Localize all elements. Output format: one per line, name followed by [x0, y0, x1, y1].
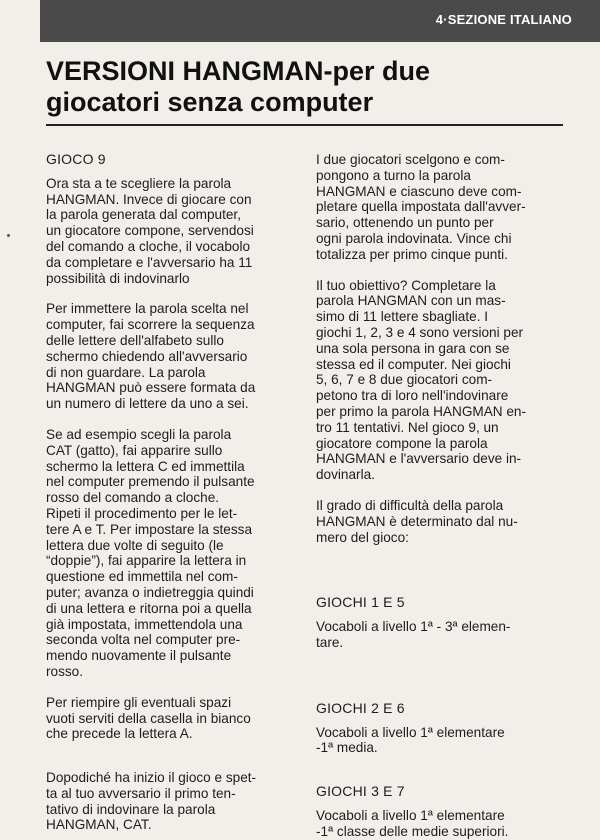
- text-line: del comando a cloche, il vocabolo: [46, 238, 251, 254]
- text-line: HANGMAN è determinato dal nu-: [316, 513, 518, 529]
- text-line: un numero di lettere da uno a sei.: [46, 396, 249, 412]
- title-line-2: giocatori senza computer: [46, 87, 374, 117]
- text-line: simo di 11 lettere sbagliate. I: [316, 309, 489, 325]
- text-line: rosso.: [46, 663, 84, 679]
- text-line: Per immettere la parola scelta nel: [46, 301, 249, 317]
- text-line: già impostata, immettendola una: [46, 616, 243, 632]
- title-line-1: VERSIONI HANGMAN-per due: [46, 56, 431, 86]
- text-line: delle lettere dell'alfabeto sullo: [46, 332, 224, 348]
- text-line: Vocaboli a livello 1ª elementare: [316, 724, 505, 740]
- text-line: HANGMAN e l'avversario deve in-: [316, 451, 522, 467]
- text-line: parola HANGMAN con un mas-: [316, 293, 506, 309]
- text-line: ogni parola indovinata. Vince chi: [316, 230, 512, 246]
- page-title: [46, 56, 566, 118]
- text-line: totalizza per primo cinque punti.: [316, 246, 508, 262]
- text-line: pletare quella impostata dall'avver-: [316, 199, 526, 215]
- gioco-9-heading: GIOCO 9: [46, 151, 106, 167]
- text-line: di una lettera e ritorna poi a quella: [46, 600, 252, 616]
- text-line: HANGMAN. Invece di giocare con: [46, 191, 252, 207]
- text-line: di non guardare. La parola: [46, 364, 206, 380]
- text-line: schermo chiedendo all'avversario: [46, 348, 248, 364]
- paragraph-obiettivo: [316, 278, 556, 483]
- text-line: per primo la parola HANGMAN en-: [316, 403, 527, 419]
- text-line: sario, ottenendo un punto per: [316, 215, 494, 231]
- text-line: dovinarla.: [316, 467, 375, 483]
- paragraph-intro: [46, 176, 298, 287]
- text-line: rosso del comando a cloche.: [46, 490, 220, 506]
- text-line: -1ª classe delle medie superiori.: [316, 823, 509, 839]
- giochi-1-5-heading: GIOCHI 1 E 5: [316, 594, 405, 611]
- text-line: seconda volta nel computer pre-: [46, 632, 241, 648]
- giochi-1-5-text: [316, 619, 556, 651]
- text-line: Ora sta a te scegliere la parola: [46, 175, 232, 191]
- giochi-2-6-heading: GIOCHI 2 E 6: [316, 699, 405, 716]
- text-line: lettera due volte di seguito (le: [46, 537, 224, 553]
- paragraph-immettere: [46, 301, 298, 412]
- text-line: tere A e T. Per impostare la stessa: [46, 521, 253, 537]
- text-line: computer, fai scorrere la sequenza: [46, 317, 255, 333]
- text-line: Vocaboli a livello 1ª - 3ª elemen-: [316, 619, 511, 635]
- text-line: giochi 1, 2, 3 e 4 sono versioni per: [316, 324, 524, 340]
- paragraph-difficolta: [316, 498, 556, 545]
- text-line: possibilità di indovinarlo: [46, 270, 190, 286]
- giochi-3-7-text: [316, 808, 556, 840]
- text-line: una sola persona in gara con se: [316, 340, 510, 356]
- text-line: tare.: [316, 634, 344, 650]
- page-mark: [7, 234, 10, 237]
- text-line: da completare e l'avversario ha 11: [46, 254, 253, 270]
- text-line: schermo la lettera C ed immettila: [46, 458, 245, 474]
- paragraph-dopodiche: [46, 770, 298, 833]
- text-line: HANGMAN può essere formata da: [46, 380, 256, 396]
- text-line: mero del gioco:: [316, 529, 409, 545]
- text-line: Per riempire gli eventuali spazi: [46, 694, 232, 710]
- text-line: Se ad esempio scegli la parola: [46, 426, 232, 442]
- text-line: -1ª media.: [316, 740, 378, 756]
- paragraph-esempio: [46, 427, 298, 680]
- text-line: mendo nuovamente il pulsante: [46, 648, 232, 664]
- text-line: un giocatore compone, servendosi: [46, 223, 254, 239]
- text-line: HANGMAN, CAT.: [46, 817, 152, 833]
- giochi-3-7-heading: GIOCHI 3 E 7: [316, 783, 405, 800]
- text-line: pongono a turno la parola: [316, 167, 471, 183]
- text-line: vuoti serviti della casella in bianco: [46, 710, 251, 726]
- text-line: Ripeti il procedimento per le let-: [46, 505, 238, 521]
- text-line: stessa ed il computer. Nei giochi: [316, 356, 511, 372]
- text-line: “doppie”), fai apparire la lettera in: [46, 553, 247, 569]
- giochi-2-6-text: [316, 725, 556, 757]
- text-line: puter; avanza o indietreggia quindi: [46, 584, 254, 600]
- paragraph-spazi: [46, 695, 298, 742]
- text-line: ta al tuo avversario il primo ten-: [46, 785, 236, 801]
- text-line: petono tra di loro nell'indovinare: [316, 388, 509, 404]
- paragraph-giocatori: [316, 152, 556, 263]
- text-line: CAT (gatto), fai apparire sullo: [46, 442, 223, 458]
- section-header-bar: [40, 0, 600, 42]
- text-line: che precede la lettera A.: [46, 726, 193, 742]
- text-line: Il tuo obiettivo? Completare la: [316, 277, 496, 293]
- text-line: nel computer premendo il pulsante: [46, 474, 255, 490]
- text-line: 5, 6, 7 e 8 due giocatori com-: [316, 372, 493, 388]
- left-column: [46, 152, 298, 833]
- section-label: 4·SEZIONE ITALIANO: [435, 12, 572, 27]
- text-line: tro 11 tentativi. Nel gioco 9, un: [316, 419, 499, 435]
- text-line: HANGMAN e ciascuno deve com-: [316, 183, 522, 199]
- text-line: questione ed immettila nel com-: [46, 569, 238, 585]
- text-line: tativo di indovinare la parola: [46, 801, 216, 817]
- text-line: Il grado di difficultà della parola: [316, 497, 504, 513]
- text-line: giocatore compone la parola: [316, 435, 488, 451]
- right-column: [316, 152, 556, 840]
- title-underline: [46, 124, 563, 126]
- text-line: la parola generata dal computer,: [46, 207, 241, 223]
- text-line: Vocaboli a livello 1ª elementare: [316, 807, 505, 823]
- text-line: I due giocatori scelgono e com-: [316, 152, 505, 167]
- text-line: Dopodiché ha inizio il gioco e spet-: [46, 770, 257, 786]
